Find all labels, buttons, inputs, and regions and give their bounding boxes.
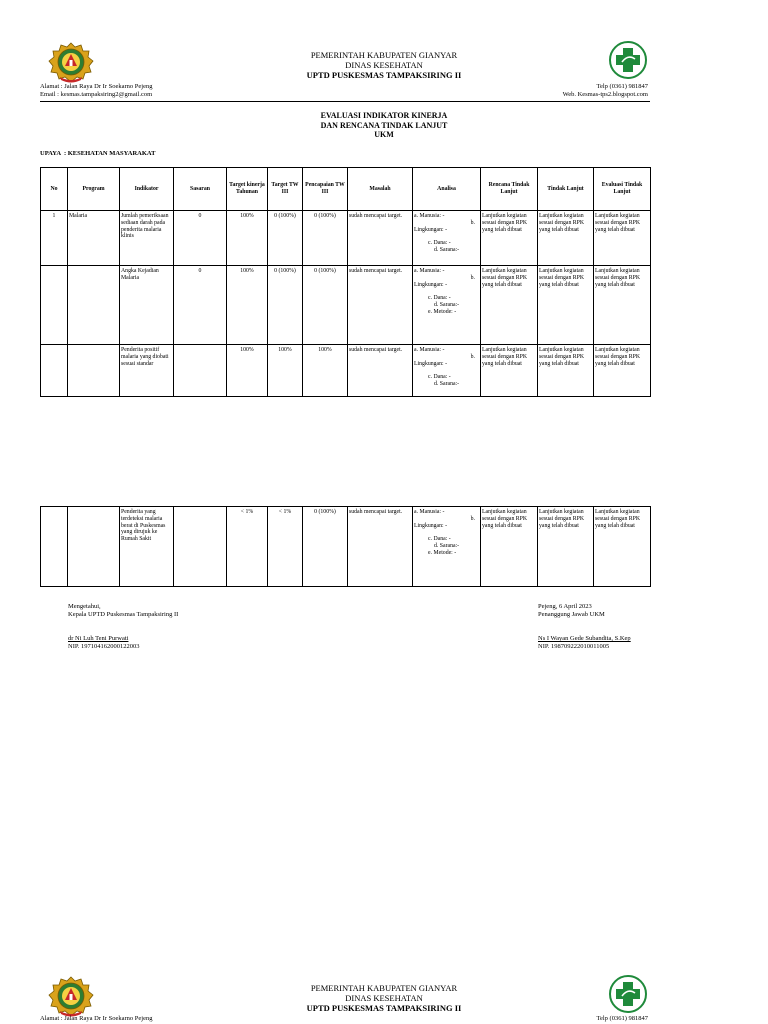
col-sasaran: Sasaran	[174, 168, 227, 211]
address-text: Alamat : Jalan Raya Dr Ir Soekarno Pejeng	[40, 1015, 153, 1022]
title-line-2: DAN RENCANA TINDAK LANJUT	[320, 120, 448, 130]
cell-target-tw: 100%	[268, 345, 303, 397]
sig-right-name: Ns I Wayan Gede Subandita, S.Kep	[538, 635, 631, 642]
cell-rencana: Lanjutkan kegiatan sesuai dengan RPK yang telah dibuat	[481, 507, 538, 587]
signature-left	[68, 603, 178, 651]
sig-right-nip: NIP. 198709222010011005	[538, 643, 610, 650]
analisa-dana: c. Dana: -	[428, 295, 451, 302]
analisa-dana: c. Dana: -	[428, 240, 451, 247]
cell-masalah: sudah mencapai target.	[348, 507, 413, 587]
cell-program	[68, 507, 120, 587]
sig-left-nip: NIP. 197104162000122003	[68, 643, 140, 650]
col-tindak: Tindak Lanjut	[538, 168, 594, 211]
cell-no	[41, 345, 68, 397]
web-text: Web. Kesmas-tps2.blogspot.com	[562, 91, 648, 98]
cell-evaluasi: Lanjutkan kegiatan sesuai dengan RPK yang telah dibuat	[594, 211, 651, 266]
cell-no: 1	[41, 211, 68, 266]
email-text: Email : kesmas.tampaksiring2@gmail.com	[40, 91, 153, 98]
cell-masalah: sudah mencapai target.	[348, 211, 413, 266]
cell-tindak: Lanjutkan kegiatan sesuai dengan RPK yang telah dibuat	[538, 345, 594, 397]
analisa-manusia: a. Manusia: -	[414, 347, 445, 353]
cell-target-tw: < 1%	[268, 507, 303, 587]
letterhead-line-3: UPTD PUSKESMAS TAMPAKSIRING II	[306, 70, 462, 80]
analisa-manusia: a. Manusia: -	[414, 509, 445, 515]
col-pencapaian: Pencapaian TW III	[303, 168, 348, 211]
cell-sasaran: 0	[174, 211, 227, 266]
col-no: No	[41, 168, 68, 211]
cell-pencapaian: 0 (100%)	[303, 266, 348, 345]
analisa-lingkungan: Lingkungan: -	[414, 360, 448, 367]
cell-pencapaian: 100%	[303, 345, 348, 397]
letterhead	[0, 50, 768, 80]
cell-target-tahunan: 100%	[227, 211, 268, 266]
analisa-metode: e. Metode: -	[428, 549, 457, 556]
cell-indikator: Penderita yang terdeteksi malaria berat di Puskesmas yang dirujuk ke Rumah Sakit	[120, 507, 174, 587]
analisa-b: b.	[470, 274, 475, 281]
sig-right-line2: Penanggung Jawab UKM	[538, 611, 605, 618]
title-line-3: UKM	[374, 130, 394, 139]
cell-program: Malaria	[68, 211, 120, 266]
evaluation-table-continued	[40, 506, 651, 587]
cell-rencana: Lanjutkan kegiatan sesuai dengan RPK yang telah dibuat	[481, 266, 538, 345]
table-row	[41, 211, 651, 266]
cell-target-tahunan: < 1%	[227, 507, 268, 587]
col-target-tw: Target TW III	[268, 168, 303, 211]
cell-evaluasi: Lanjutkan kegiatan sesuai dengan RPK yang telah dibuat	[594, 345, 651, 397]
letterhead-line-1: PEMERINTAH KABUPATEN GIANYAR	[310, 983, 458, 993]
sig-left-line2: Kepala UPTD Puskesmas Tampaksiring II	[68, 611, 179, 618]
analisa-sarana: d. Sarana:-	[434, 381, 460, 388]
table-row	[41, 345, 651, 397]
health-cross-logo	[608, 40, 648, 80]
analisa-dana: c. Dana: -	[428, 374, 451, 381]
cell-rencana: Lanjutkan kegiatan sesuai dengan RPK yang telah dibuat	[481, 211, 538, 266]
upaya-label: UPAYA : KESEHATAN MASYARAKAT	[40, 150, 156, 157]
cell-program	[68, 266, 120, 345]
header-divider	[40, 101, 650, 102]
analisa-lingkungan: Lingkungan: -	[414, 281, 448, 288]
cell-masalah: sudah mencapai target.	[348, 266, 413, 345]
cell-rencana: Lanjutkan kegiatan sesuai dengan RPK yang telah dibuat	[481, 345, 538, 397]
document-title	[0, 111, 768, 140]
cell-target-tahunan: 100%	[227, 266, 268, 345]
cell-no	[41, 507, 68, 587]
analisa-sarana: d. Sarana:-	[434, 543, 460, 550]
analisa-metode: e. Metode: -	[428, 308, 457, 315]
cell-analisa	[413, 266, 481, 345]
phone-text: Telp (0361) 981847	[596, 83, 648, 90]
col-program: Program	[68, 168, 120, 211]
signature-right	[538, 603, 631, 651]
cell-evaluasi: Lanjutkan kegiatan sesuai dengan RPK yang telah dibuat	[594, 266, 651, 345]
letterhead-line-1: PEMERINTAH KABUPATEN GIANYAR	[310, 50, 458, 60]
cell-target-tahunan: 100%	[227, 345, 268, 397]
table-header-row	[41, 168, 651, 211]
analisa-sarana: d. Sarana:-	[434, 302, 460, 309]
title-line-1: EVALUASI INDIKATOR KINERJA	[320, 111, 448, 120]
analisa-b: b.	[470, 219, 475, 226]
cell-indikator: Angka Kejadian Malaria	[120, 266, 174, 345]
cell-indikator: Jumlah pemeriksaan sediaan darah pada penderita malaria klinis	[120, 211, 174, 266]
analisa-dana: c. Dana: -	[428, 536, 451, 543]
cell-tindak: Lanjutkan kegiatan sesuai dengan RPK yang telah dibuat	[538, 507, 594, 587]
health-cross-logo	[608, 974, 648, 1014]
cell-target-tw: 0 (100%)	[268, 211, 303, 266]
cell-target-tw: 0 (100%)	[268, 266, 303, 345]
col-analisa: Analisa	[413, 168, 481, 211]
cell-analisa	[413, 211, 481, 266]
cell-evaluasi: Lanjutkan kegiatan sesuai dengan RPK yang telah dibuat	[594, 507, 651, 587]
analisa-lingkungan: Lingkungan: -	[414, 522, 448, 529]
cell-program	[68, 345, 120, 397]
cell-tindak: Lanjutkan kegiatan sesuai dengan RPK yang telah dibuat	[538, 266, 594, 345]
letterhead-line-2: DINAS KESEHATAN	[345, 60, 423, 70]
cell-sasaran	[174, 345, 227, 397]
letterhead-line-2: DINAS KESEHATAN	[345, 993, 423, 1003]
cell-pencapaian: 0 (100%)	[303, 211, 348, 266]
cell-sasaran: 0	[174, 266, 227, 345]
table-row	[41, 266, 651, 345]
col-rencana: Rencana Tindak Lanjut	[481, 168, 538, 211]
evaluation-table	[40, 167, 651, 397]
cell-masalah: sudah mencapai target.	[348, 345, 413, 397]
cell-pencapaian: 0 (100%)	[303, 507, 348, 587]
cell-sasaran	[174, 507, 227, 587]
cell-tindak: Lanjutkan kegiatan sesuai dengan RPK yang telah dibuat	[538, 211, 594, 266]
cell-indikator: Penderita positif malaria yang diobati sesuai standar	[120, 345, 174, 397]
analisa-b: b.	[470, 515, 475, 522]
cell-analisa	[413, 345, 481, 397]
table-row	[41, 507, 651, 587]
sig-left-line1: Mengetahui,	[68, 603, 101, 610]
address-text: Alamat : Jalan Raya Dr Ir Soekarno Pejeng	[40, 83, 153, 90]
col-masalah: Masalah	[348, 168, 413, 211]
letterhead-page2	[0, 983, 768, 1013]
analisa-b: b.	[470, 353, 475, 360]
sig-right-line1: Pejeng, 6 April 2023	[538, 603, 592, 610]
col-indikator: Indikator	[120, 168, 174, 211]
analisa-sarana: d. Sarana:-	[434, 247, 460, 254]
phone-text: Telp (0361) 981847	[596, 1015, 648, 1022]
cell-no	[41, 266, 68, 345]
cell-analisa	[413, 507, 481, 587]
analisa-lingkungan: Lingkungan: -	[414, 226, 448, 233]
col-target-tahunan: Target kinerja Tahunan	[227, 168, 268, 211]
analisa-manusia: a. Manusia: -	[414, 213, 445, 219]
letterhead-line-3: UPTD PUSKESMAS TAMPAKSIRING II	[306, 1003, 462, 1013]
col-evaluasi: Evaluasi Tindak Lanjut	[594, 168, 651, 211]
analisa-manusia: a. Manusia: -	[414, 268, 445, 274]
sig-left-name: dr Ni Luh Teni Purwati	[68, 635, 129, 642]
